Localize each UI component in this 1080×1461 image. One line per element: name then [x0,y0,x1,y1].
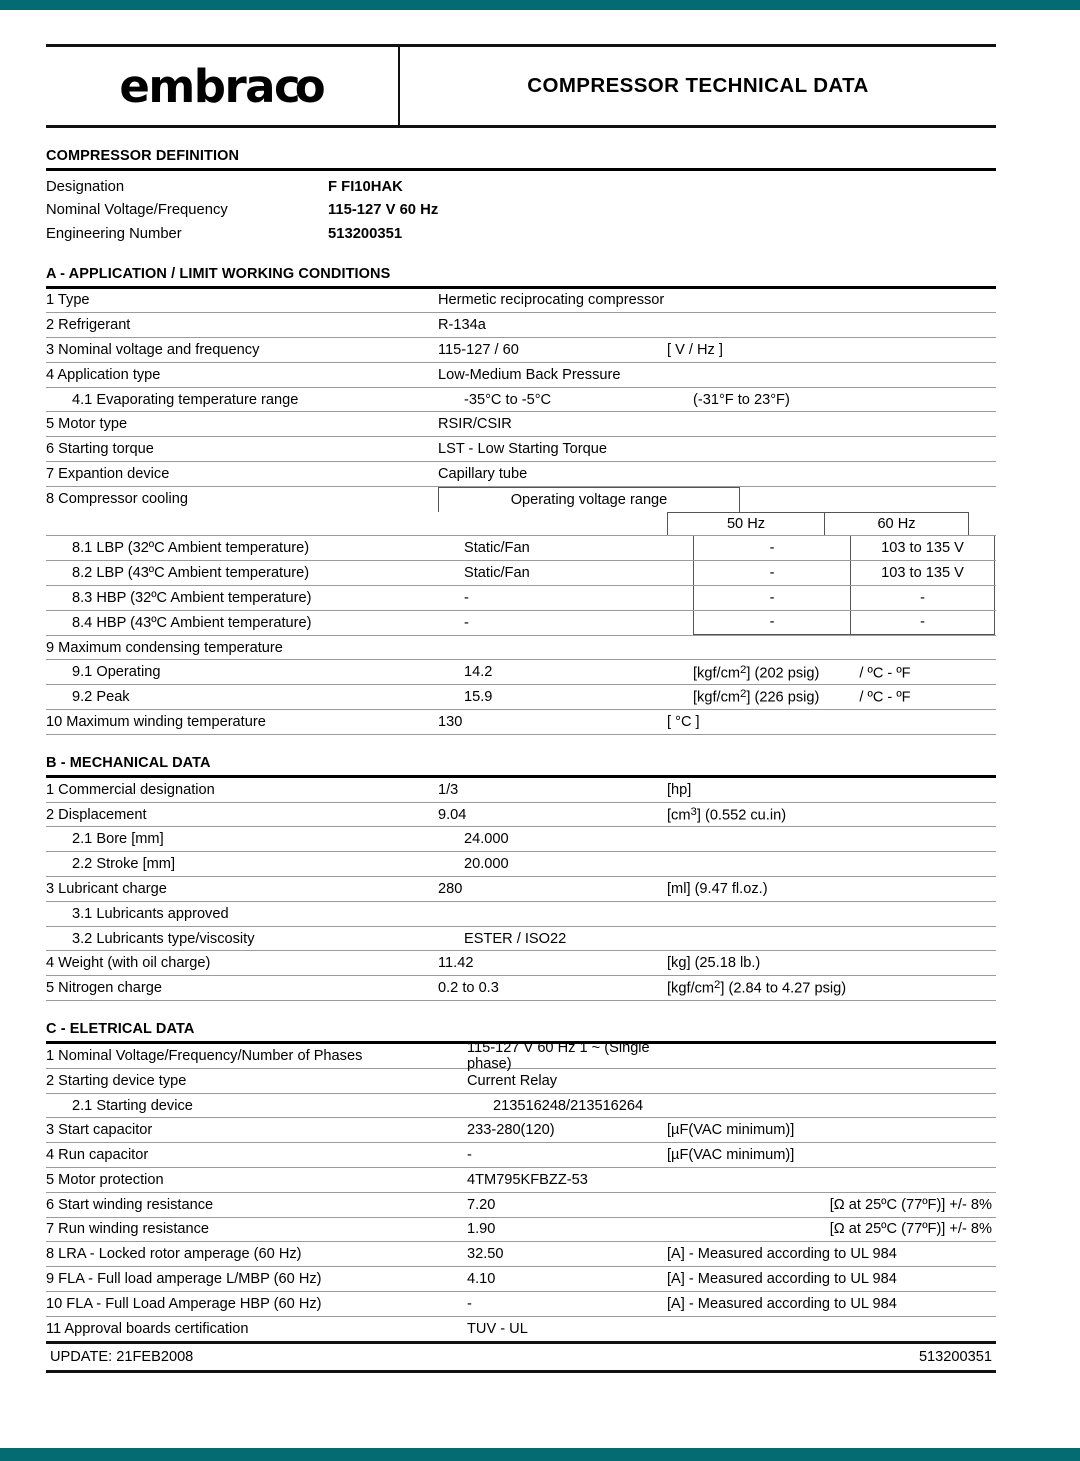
row-value: 233-280(120) [467,1122,555,1139]
row-value: 24.000 [464,831,509,848]
footer-update-date: UPDATE: 21FEB2008 [50,1349,194,1365]
row-label: 8.4 HBP (43ºC Ambient temperature) [72,614,312,631]
row-value: RSIR/CSIR [438,416,512,433]
footer-inner [46,1341,996,1373]
section-heading-b: B - MECHANICAL DATA [46,754,211,771]
brand-logo [46,47,400,125]
unit-prefix: [kgf/cm [667,980,715,997]
definition-value: F FI10HAK [328,178,403,195]
table-row [46,1267,996,1292]
document-footer [46,1341,996,1373]
table-row [46,685,996,710]
bottom-accent-bar [0,1448,1080,1461]
row-value: Low-Medium Back Pressure [438,366,621,383]
definition-label: Engineering Number [46,225,182,242]
table-row [46,586,996,611]
row-label: 4 Run capacitor [46,1147,149,1164]
unit-superscript: 2 [740,663,747,676]
col-header-60hz: 60 Hz [824,512,969,536]
row-label: 4 Weight (with oil charge) [46,955,211,972]
table-row [46,437,996,462]
row-unit [693,664,996,681]
row-label: 2 Refrigerant [46,317,131,334]
section-heading-c: C - ELETRICAL DATA [46,1021,195,1038]
table-row [46,536,996,561]
row-label: 5 Nitrogen charge [46,980,163,997]
row-value: 32.50 [467,1246,504,1263]
table-row [46,1118,996,1143]
row-label: 4.1 Evaporating temperature range [72,391,299,408]
table-row [46,1143,996,1168]
section-c-table [46,1039,996,1342]
cell-50hz: - [693,611,850,635]
table-row [46,927,996,952]
row-unit: [kg] (25.18 lb.) [667,955,761,972]
definition-row [46,175,996,199]
row-value: 7.20 [467,1196,496,1213]
row-value: Current Relay [467,1072,558,1089]
unit-prefix: [kgf/cm [693,689,741,706]
row-value: 11.42 [438,955,474,972]
row-label: 11 Approval boards certification [46,1320,249,1337]
row-label: 6 Starting torque [46,441,154,458]
row-value: 280 [438,880,463,897]
unit-secondary: / ºC - ºF [859,665,911,681]
footer-document-number: 513200351 [918,1349,992,1365]
cooling-header-row [46,487,996,512]
row-unit: [ °C ] [667,713,700,730]
row-value: 15.9 [464,689,493,706]
row-label: 4 Application type [46,366,161,383]
row-unit: [µF(VAC minimum)] [667,1122,795,1139]
row-value: - [464,614,469,631]
row-value: 0.2 to 0.3 [438,980,499,997]
table-row [46,852,996,877]
row-label: 3.2 Lubricants type/viscosity [72,930,255,947]
row-label: 3 Nominal voltage and frequency [46,341,260,358]
operating-voltage-range-header: Operating voltage range [438,487,740,512]
table-row [46,778,996,803]
row-value: -35°C to -5°C [464,391,552,408]
row-unit: [Ω at 25ºC (77ºF)] +/- 8% [829,1221,992,1238]
row-label: 9.2 Peak [72,689,130,706]
col-header-50hz: 50 Hz [667,512,824,536]
table-row [46,951,996,976]
document-page [0,10,1080,1448]
table-row [46,611,996,636]
row-label: 2.1 Starting device [72,1097,193,1114]
row-label: 8.3 HBP (32ºC Ambient temperature) [72,589,312,606]
row-value: ESTER / ISO22 [464,930,567,947]
table-row [46,1094,996,1119]
row-unit: [µF(VAC minimum)] [667,1147,795,1164]
cell-60hz: 103 to 135 V [850,561,995,585]
row-value: 1.90 [467,1221,496,1238]
row-unit: [A] - Measured according to UL 984 [667,1271,897,1288]
unit-superscript: 3 [690,805,697,818]
row-value: 20.000 [464,856,509,873]
document-sheet [46,44,996,1342]
table-row [46,388,996,413]
row-value: 130 [438,713,463,730]
definition-row [46,222,996,246]
table-row [46,1069,996,1094]
row-label: 2 Starting device type [46,1072,187,1089]
row-value: LST - Low Starting Torque [438,441,608,458]
table-row [46,1168,996,1193]
row-label: 2.2 Stroke [mm] [72,856,175,873]
table-row [46,1317,996,1342]
row-value: - [464,589,469,606]
row-label: 9.1 Operating [72,664,161,681]
row-value: Hermetic reciprocating compressor [438,292,665,309]
table-row [46,803,996,828]
cell-50hz: - [693,561,850,585]
document-header [46,44,996,128]
row-label: 7 Run winding resistance [46,1221,210,1238]
section-a-table [46,289,996,735]
section-b-table [46,778,996,1001]
unit-suffix: ] (226 psig) [746,689,820,706]
table-row [46,1242,996,1267]
table-row [46,710,996,735]
section-heading-definition: COMPRESSOR DEFINITION [46,148,240,164]
table-row [46,976,996,1001]
table-row [46,561,996,586]
cell-50hz: - [693,536,850,560]
row-value: 9.04 [438,806,467,823]
row-label: 6 Start winding resistance [46,1196,214,1213]
row-value: 115-127 V 60 Hz 1 ~ (Single phase) [467,1039,650,1072]
cell-60hz: - [850,586,995,610]
table-row [46,902,996,927]
table-row [46,363,996,388]
table-row [46,827,996,852]
unit-suffix: ] (0.552 cu.in) [696,807,787,824]
row-value: Capillary tube [438,465,528,482]
table-row [46,660,996,685]
row-unit [693,688,996,705]
row-label: 5 Motor protection [46,1171,164,1188]
unit-suffix: ] (202 psig) [746,665,820,681]
definition-table [46,171,996,246]
table-row [46,412,996,437]
row-label: 3 Start capacitor [46,1122,153,1139]
row-label: 2.1 Bore [mm] [72,831,164,848]
table-row [46,1039,996,1072]
brand-logo-text-main: embra [119,59,275,113]
row-label: 1 Nominal Voltage/Frequency/Number of Phases [46,1047,363,1064]
row-label: 8.1 LBP (32ºC Ambient temperature) [72,540,310,557]
row-label: 7 Expantion device [46,465,170,482]
unit-prefix: [kgf/cm [693,665,741,681]
row-unit: [hp] [667,781,692,798]
definition-value: 513200351 [328,225,403,242]
unit-suffix: ] (2.84 to 4.27 psig) [720,980,847,997]
row-unit: [ml] (9.47 fl.oz.) [667,880,768,897]
row-unit: [A] - Measured according to UL 984 [667,1295,897,1312]
row-unit: [A] - Measured according to UL 984 [667,1246,897,1263]
definition-label: Nominal Voltage/Frequency [46,202,228,219]
unit-prefix: [cm [667,807,691,824]
table-row [46,313,996,338]
row-label: 1 Type [46,292,90,309]
table-row [46,1292,996,1317]
definition-value: 115-127 V 60 Hz [328,202,439,219]
row-label: 3.1 Lubricants approved [72,905,229,922]
row-value: R-134a [438,317,486,334]
cell-60hz: - [850,611,995,635]
row-value: TUV - UL [467,1320,528,1337]
table-row [46,636,996,661]
table-row [46,877,996,902]
top-accent-bar [0,0,1080,10]
row-label: 8 Compressor cooling [46,491,188,508]
row-value: 4.10 [467,1271,496,1288]
compressor-cooling-grid [46,487,996,636]
table-row [46,289,996,314]
definition-row [46,199,996,223]
row-label: 5 Motor type [46,416,128,433]
row-value: 115-127 / 60 [438,341,519,358]
row-unit: [Ω at 25ºC (77ºF)] +/- 8% [829,1196,992,1213]
row-value: - [467,1147,472,1164]
row-unit: (-31°F to 23°F) [693,391,790,408]
table-row [46,338,996,363]
document-title-cell [400,47,996,125]
row-unit [667,979,996,996]
brand-logo-text [119,59,324,113]
row-unit [667,806,996,823]
page-title: COMPRESSOR TECHNICAL DATA [527,74,869,97]
unit-secondary: / ºC - ºF [859,689,911,706]
row-value: Static/Fan [464,565,530,582]
brand-logo-text-co: co [274,59,320,113]
section-heading-a: A - APPLICATION / LIMIT WORKING CONDITIONS [46,265,391,282]
cooling-frequency-header-row [46,512,996,537]
row-label: 10 Maximum winding temperature [46,713,266,730]
cell-60hz: 103 to 135 V [850,536,995,560]
row-value: 4TM795KFBZZ-53 [467,1171,588,1188]
row-label: 8.2 LBP (43ºC Ambient temperature) [72,565,310,582]
row-label: 10 FLA - Full Load Amperage HBP (60 Hz) [46,1295,322,1312]
row-value: Static/Fan [464,540,530,557]
row-label: 9 FLA - Full load amperage L/MBP (60 Hz) [46,1271,322,1288]
row-value: 213516248/213516264 [493,1097,644,1114]
row-label: 2 Displacement [46,806,147,823]
table-row [46,462,996,487]
definition-label: Designation [46,178,125,195]
row-value: - [467,1295,472,1312]
unit-superscript: 2 [740,688,747,701]
row-label: 9 Maximum condensing temperature [46,639,283,656]
table-row [46,1193,996,1218]
row-value: 1/3 [438,781,459,798]
cell-50hz: - [693,586,850,610]
row-value: 14.2 [464,664,493,681]
row-label: 8 LRA - Locked rotor amperage (60 Hz) [46,1246,302,1263]
row-unit: [ V / Hz ] [667,341,723,358]
unit-superscript: 2 [714,979,721,992]
table-row [46,1218,996,1243]
row-label: 3 Lubricant charge [46,880,167,897]
row-label: 1 Commercial designation [46,781,215,798]
